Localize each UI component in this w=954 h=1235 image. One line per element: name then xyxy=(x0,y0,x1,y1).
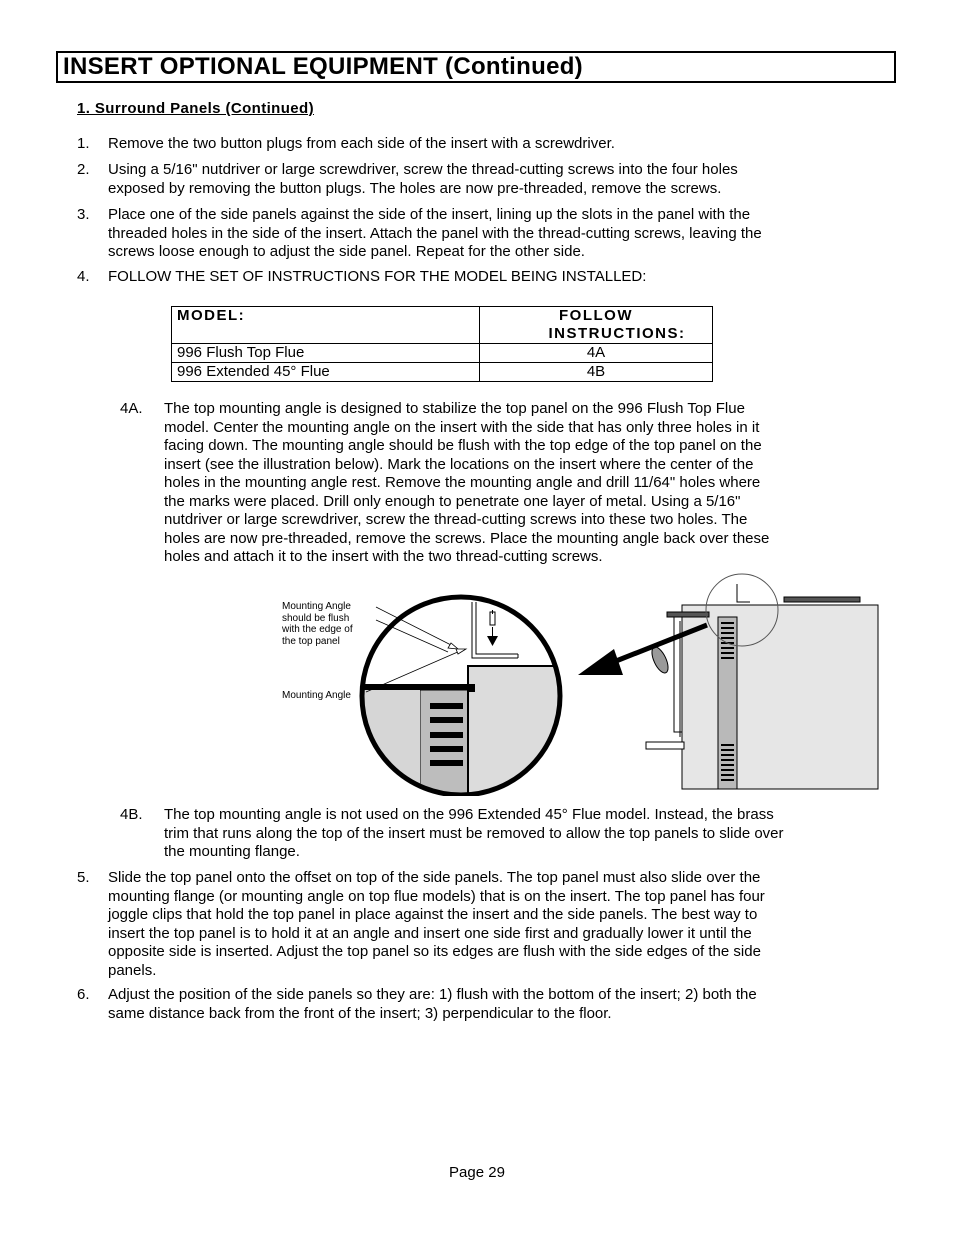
step-line: FOLLOW THE SET OF INSTRUCTIONS FOR THE MODEL BEING INSTALLED: xyxy=(108,268,647,285)
step-line: holes in the mounting angle rest. Remove the mounting angle and drill 11/64" holes where xyxy=(164,474,761,491)
step-line: model. Center the mounting angle on the insert with the side that has only three holes in it xyxy=(164,418,760,436)
step-line: mounting flange (or mounting angle on top flue models) that is on the insert. The top panel has four xyxy=(108,887,765,905)
step-number: 1. xyxy=(77,135,90,152)
step-number: 2. xyxy=(77,161,90,178)
step-line: holes are now pre-threaded, remove the screws. Place the mounting angle back over these xyxy=(164,529,770,547)
page-number: Page 29 xyxy=(449,1164,505,1181)
step-text xyxy=(108,161,738,198)
step-line: exposed by removing the button plugs. The holes are now pre-threaded, remove the screws. xyxy=(108,179,722,197)
step-line: screws loose enough to adjust the side panel. Repeat for the other side. xyxy=(108,243,585,260)
step-line: insert (see the illustration below). Mark the locations on the insert where the center of the xyxy=(164,455,754,473)
section-heading: 1. Surround Panels (Continued) xyxy=(77,100,315,117)
table-header-model: MODEL: xyxy=(172,307,480,344)
step-line: facing down. The mounting angle should be flush with the top edge of the top panel on the xyxy=(164,437,762,454)
callout-line: should be flush xyxy=(282,612,350,624)
callout-angle-label: Mounting Angle xyxy=(282,690,351,701)
step-line: The top mounting angle is not used on the 996 Extended 45° Flue model. Instead, the brass xyxy=(164,806,774,823)
callout-line: the top panel xyxy=(282,635,340,647)
step-text xyxy=(108,268,646,287)
step-line: Place one of the side panels against the side of the insert, lining up the slots in the panel with the xyxy=(108,206,751,223)
mounting-angle-illustration xyxy=(270,572,882,796)
step-line: Slide the top panel onto the offset on top of the side panels. The top panel must also slide over the xyxy=(108,869,761,886)
detail-circle xyxy=(706,574,778,646)
step-line: panels. xyxy=(108,961,157,979)
table-header-row xyxy=(172,307,713,344)
header-line: FOLLOW xyxy=(559,307,633,324)
page-title-box xyxy=(56,51,896,83)
step-line: threaded holes in the side of the insert. Attach the panel with the thread-cutting screws, leaving the xyxy=(108,224,762,242)
step-text xyxy=(164,806,784,862)
step-line: Adjust the position of the side panels so they are: 1) flush with the bottom of the insert; 2) both the xyxy=(108,986,757,1003)
step-line: Using a 5/16" nutdriver or large screwdriver, screw the thread-cutting screws into the four holes xyxy=(108,161,738,178)
step-number: 4. xyxy=(77,268,90,285)
step-line: same distance back from the front of the insert; 3) perpendicular to the floor. xyxy=(108,1004,612,1022)
table-row xyxy=(172,344,713,363)
callout-line: Mounting Angle xyxy=(282,601,351,612)
table-cell-model: 996 Flush Top Flue xyxy=(172,344,480,363)
step-number: 6. xyxy=(77,986,90,1003)
magnified-view xyxy=(350,597,590,796)
page-title: INSERT OPTIONAL EQUIPMENT (Continued) xyxy=(63,53,583,80)
step-line: holes and attach it to the insert with the two thread-cutting screws. xyxy=(164,548,603,565)
table-cell-instructions: 4B xyxy=(480,363,713,382)
model-instructions-table xyxy=(171,306,713,382)
step-line: nutdriver or large screwdriver, screw the thread-cutting screws into these two holes. The xyxy=(164,511,748,528)
step-line: The top mounting angle is designed to stabilize the top panel on the 996 Flush Top Flue xyxy=(164,400,745,417)
step-line: opposite side is inserted. Adjust the top panel so its edges are flush with the side edges of the side xyxy=(108,943,761,960)
step-text xyxy=(164,400,769,567)
step-line: insert the top panel is to hold it at an angle and insert one side first and gradually lower it until the xyxy=(108,924,752,942)
table-cell-instructions: 4A xyxy=(480,344,713,363)
step-line: Remove the two button plugs from each side of the insert with a screwdriver. xyxy=(108,135,615,152)
header-line: INSTRUCTIONS: xyxy=(548,325,686,342)
table-header-instructions xyxy=(480,307,713,344)
step-number: 4A. xyxy=(120,400,143,417)
step-number: 5. xyxy=(77,869,90,886)
illustration-drawing xyxy=(270,572,882,796)
step-text xyxy=(108,869,765,980)
callout-line: with the edge of xyxy=(282,624,353,635)
step-text xyxy=(108,986,757,1023)
table-row xyxy=(172,363,713,382)
step-line: the marks were placed. Drill only enough to penetrate one layer of metal. Using a 5/16" xyxy=(164,492,741,510)
step-number: 3. xyxy=(77,206,90,223)
step-line: joggle clips that hold the top panel in place against the insert and the side panels. The best way to xyxy=(108,906,758,923)
table-cell-model: 996 Extended 45° Flue xyxy=(172,363,480,382)
step-text xyxy=(108,206,762,262)
step-text xyxy=(108,135,615,154)
step-number: 4B. xyxy=(120,806,143,823)
step-line: trim that runs along the top of the insert must be removed to allow the top panels to slide over xyxy=(164,824,784,842)
step-line: the mounting flange. xyxy=(164,843,300,860)
